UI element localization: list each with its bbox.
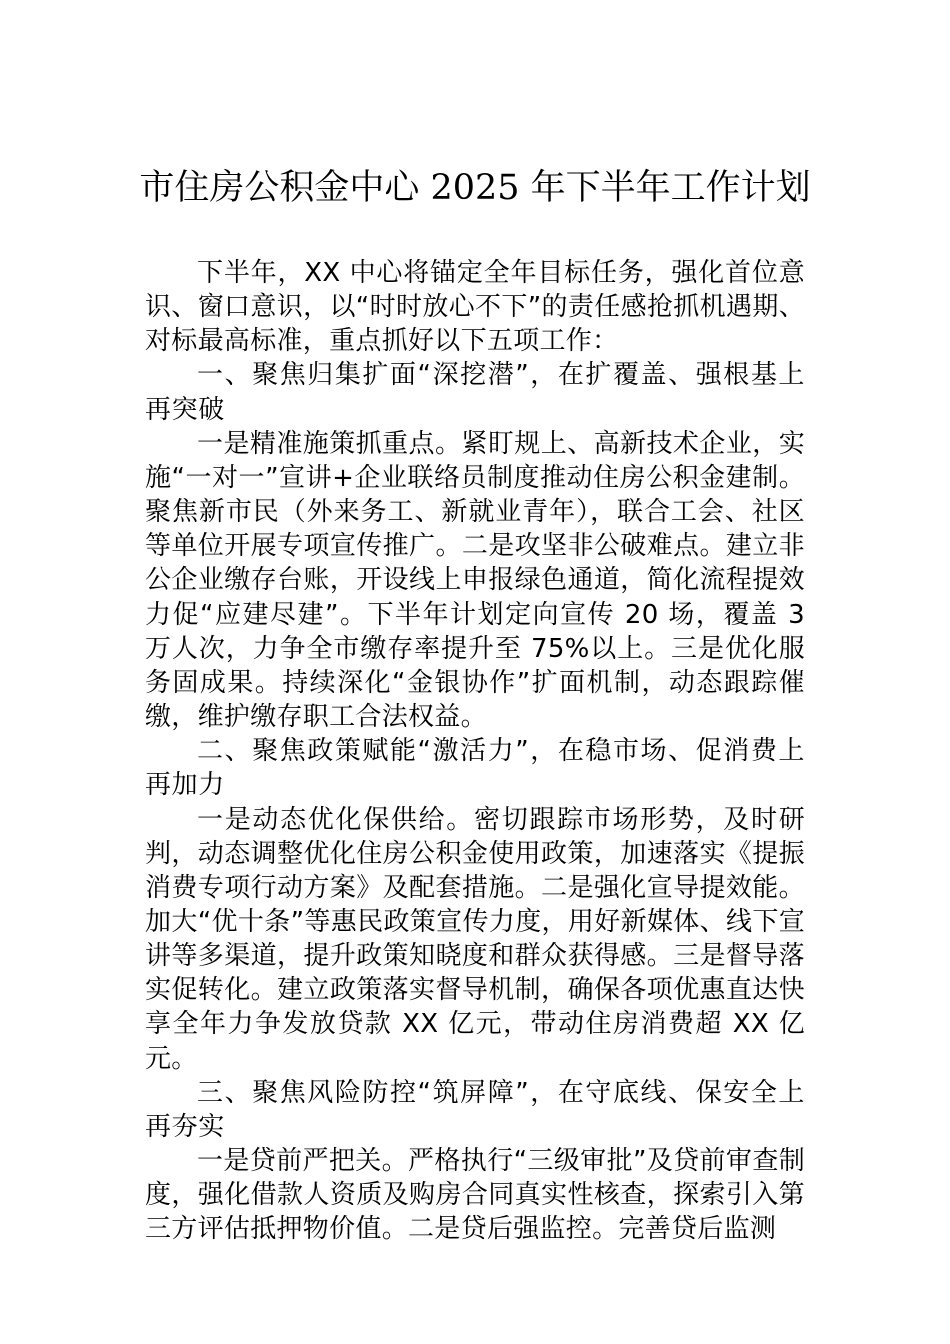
section-heading-1: 一、聚焦归集扩面“深挖潜”，在扩覆盖、强根基上再突破	[145, 360, 805, 425]
document-body	[145, 256, 805, 1247]
section-paragraph-2: 一是动态优化保供给。密切跟踪市场形势，及时研判，动态调整优化住房公积金使用政策，加速落实《提振消费专项行动方案》及配套措施。二是强化宣导提效能。加大“优十条”等惠民政策宣传力度，用好新媒体、线下宣讲等多渠道，提升政策知晓度和群众获得感。三是督导落实促转化。建立政策落实督导机制，确保各项优惠直达快享全年力争发放贷款 XX 亿元，带动住房消费超 XX 亿元。	[145, 804, 805, 1074]
document-title: 市住房公积金中心 2025 年下半年工作计划	[139, 168, 811, 208]
section-paragraph-3: 一是贷前严把关。严格执行“三级审批”及贷前审查制度，强化借款人资质及购房合同真实性核查，探索引入第三方评估抵押物价值。二是贷后强监控。完善贷后监测	[145, 1146, 805, 1245]
section-heading-2: 二、聚焦政策赋能“激活力”，在稳市场、促消费上再加力	[145, 736, 805, 801]
intro-paragraph: 下半年，XX 中心将锚定全年目标任务，强化首位意识、窗口意识，以“时时放心不下”的责任感抢抓机遇期、对标最高标准，重点抓好以下五项工作：	[145, 258, 805, 357]
section-heading-3: 三、聚焦风险防控“筑屏障”，在守底线、保安全上再夯实	[145, 1077, 805, 1142]
section-paragraph-1: 一是精准施策抓重点。紧盯规上、高新技术企业，实施“一对一”宣讲+企业联络员制度推动住房公积金建制。聚焦新市民（外来务工、新就业青年），联合工会、社区等单位开展专项宣传推广。二是攻坚非公破难点。建立非公企业缴存台账，开设线上申报绿色通道，简化流程提效力促“应建尽建”。下半年计划定向宣传 20 场，覆盖 3 万人次，力争全市缴存率提升至 75%以上。三是优化服务固成果。持续深化“金银协作”扩面机制，动态跟踪催缴，维护缴存职工合法权益。	[145, 428, 805, 733]
